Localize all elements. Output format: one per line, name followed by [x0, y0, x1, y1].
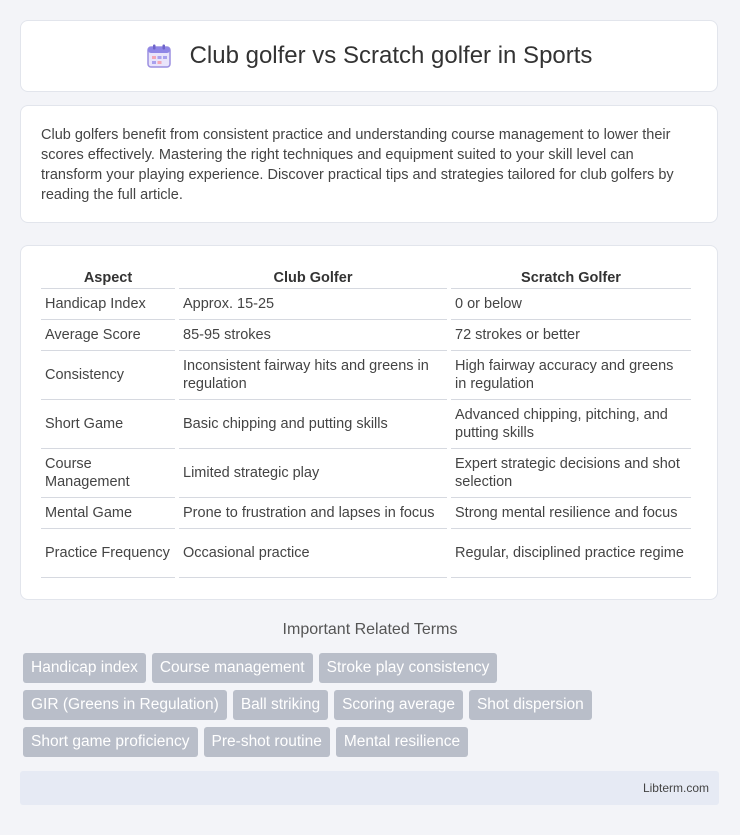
- header-club-golfer: Club Golfer: [179, 266, 447, 289]
- table-cell: Strong mental resilience and focus: [451, 498, 691, 529]
- table-cell: Practice Frequency: [41, 529, 175, 578]
- comparison-table: [37, 266, 695, 578]
- header-scratch-golfer: Scratch Golfer: [451, 266, 691, 289]
- table-cell: Limited strategic play: [179, 449, 447, 498]
- tag-shot-dispersion[interactable]: Shot dispersion: [469, 690, 592, 720]
- tag-scoring-average[interactable]: Scoring average: [334, 690, 463, 720]
- table-cell: 0 or below: [451, 289, 691, 320]
- tag-short-game-proficiency[interactable]: Short game proficiency: [23, 727, 198, 757]
- table-row: [41, 289, 691, 320]
- table-cell: Prone to frustration and lapses in focus: [179, 498, 447, 529]
- table-cell: Occasional practice: [179, 529, 447, 578]
- footer-brand[interactable]: Libterm.com: [20, 771, 719, 805]
- table-row: [41, 529, 691, 578]
- table-cell: Average Score: [41, 320, 175, 351]
- table-row: [41, 320, 691, 351]
- tag-course-management[interactable]: Course management: [152, 653, 313, 683]
- tag-pre-shot-routine[interactable]: Pre-shot routine: [204, 727, 330, 757]
- related-terms-list: [23, 653, 723, 764]
- table-cell: Basic chipping and putting skills: [179, 400, 447, 449]
- tag-stroke-play-consistency[interactable]: Stroke play consistency: [319, 653, 498, 683]
- related-terms-heading: Important Related Terms: [282, 621, 458, 638]
- tag-ball-striking[interactable]: Ball striking: [233, 690, 328, 720]
- table-cell: Inconsistent fairway hits and greens in regulation: [179, 351, 447, 400]
- table-cell: Advanced chipping, pitching, and putting skills: [451, 400, 691, 449]
- page-title: Club golfer vs Scratch golfer in Sports: [189, 42, 593, 69]
- table-cell: Mental Game: [41, 498, 175, 529]
- intro-text: Club golfers benefit from consistent practice and understanding course management to lower their scores effectively. Mastering the right techniques and equipment suited to your skill level can transform your playing experience. Discover practical tips and strategies tailored for club golfers by reading the full article.: [20, 105, 718, 223]
- table-row: [41, 351, 691, 400]
- comparison-card: [20, 245, 718, 600]
- table-cell: Approx. 15-25: [179, 289, 447, 320]
- tag-mental-resilience[interactable]: Mental resilience: [336, 727, 468, 757]
- table-cell: 72 strokes or better: [451, 320, 691, 351]
- table-cell: Short Game: [41, 400, 175, 449]
- table-cell: High fairway accuracy and greens in regulation: [451, 351, 691, 400]
- table-row: [41, 449, 691, 498]
- table-cell: Expert strategic decisions and shot selection: [451, 449, 691, 498]
- header-aspect: Aspect: [41, 266, 175, 289]
- table-cell: Consistency: [41, 351, 175, 400]
- title-card: [20, 20, 718, 92]
- table-cell: Course Management: [41, 449, 175, 498]
- tag-handicap-index[interactable]: Handicap index: [23, 653, 146, 683]
- table-row: [41, 400, 691, 449]
- table-row: [41, 498, 691, 529]
- table-cell: 85-95 strokes: [179, 320, 447, 351]
- calendar-icon: [146, 43, 172, 69]
- table-cell: Regular, disciplined practice regime: [451, 529, 691, 578]
- table-cell: Handicap Index: [41, 289, 175, 320]
- tag-gir[interactable]: GIR (Greens in Regulation): [23, 690, 227, 720]
